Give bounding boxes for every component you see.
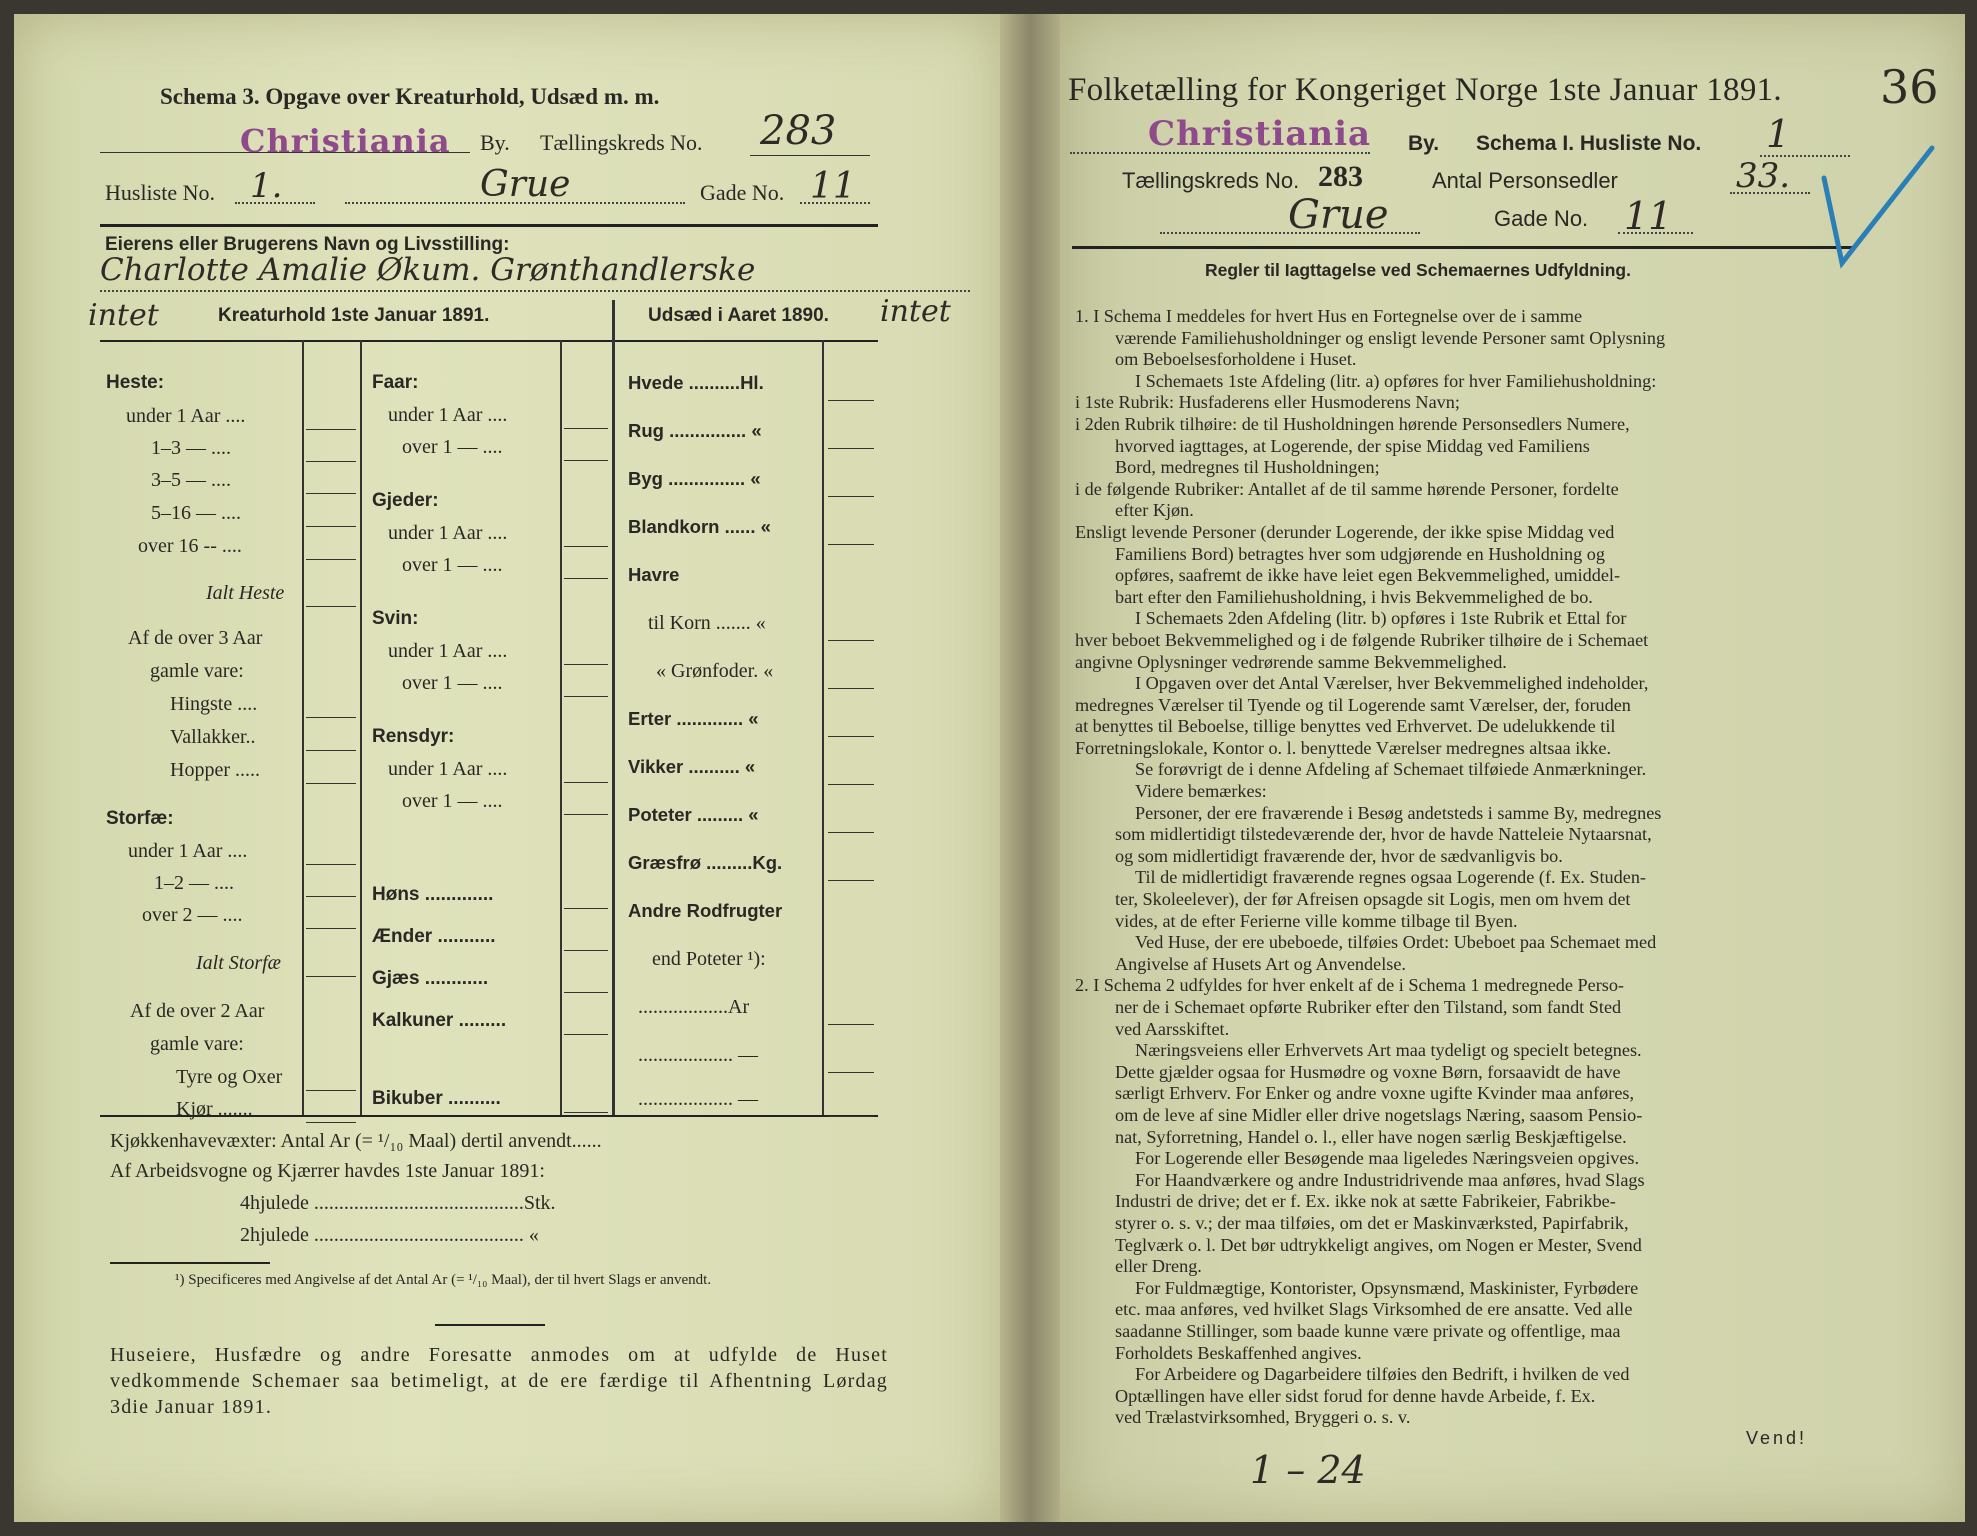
rule-line: Til de midlertidigt fraværende regnes ogsaa Logerende (f. Ex. Studen- (1135, 867, 1646, 888)
rule-line: Se forøvrigt de i denne Afdeling af Schemaet tilføiede Anmærkninger. (1135, 759, 1647, 780)
col1-row: 3–5 — .... (151, 469, 231, 491)
col2-entry-line (564, 908, 608, 909)
gade-line-left (800, 202, 870, 204)
closing-note: Huseiere, Husfædre og andre Foresatte anmodes om at udfylde de Huset vedkommende Schemaer saa betimeligt, at de ere færdige til Afhentning Lørdag 3die Januar 1891. (110, 1344, 888, 1418)
col2-row: Gjeder: (372, 490, 439, 511)
col2-entry-line (564, 1034, 608, 1035)
rule-line: hvorved iagttages, at Logerende, der spise Middag ved Familiens (1115, 435, 1590, 456)
page-mark: 36 (1880, 60, 1939, 114)
col1-entry-line (306, 976, 356, 977)
rule-line: Dette gjælder ogsaa for Husmødre og voxne Børn, forsaavidt de have (1115, 1061, 1621, 1082)
rule-line: Industri de drive; det er f. Ex. ikke nok at sætte Fabrikeier, Fabrikbe- (1115, 1191, 1616, 1212)
rule-line: bart efter den Familiehusholdning, i hvis Bekvemmelighed de bo. (1115, 586, 1593, 607)
udsaed-entry-line (828, 1072, 874, 1073)
udsaed-row: end Poteter ¹): (652, 948, 766, 970)
rule-line: I Schemaets 2den Afdeling (litr. b) opføres i 1ste Rubrik et Ettal for (1135, 608, 1627, 629)
col1-row: over 16 -- .... (138, 535, 242, 557)
col1-entry-line (306, 896, 356, 897)
tk-line-left (750, 155, 870, 156)
col1-entry-line (306, 928, 356, 929)
rule-line: etc. maa anføres, ved hvilket Slags Virksomhed de ere ansatte. Ved alle (1115, 1299, 1633, 1320)
book-spine (1000, 14, 1060, 1522)
husliste-value-left: 1. (250, 166, 283, 206)
udsaed-entry-line (828, 832, 874, 833)
firehjulede-line: 4hjulede ..........................................Stk. (240, 1192, 556, 1214)
antal-label: Antal Personsedler (1432, 168, 1618, 193)
col1-rule-a (302, 340, 304, 1115)
udsaed-entry-line (828, 496, 874, 497)
intet-right: intet (880, 294, 951, 329)
rules-title: Regler til Iagttagelse ved Schemaernes Udfyldning. (1205, 260, 1631, 280)
rule-line: Videre bemærkes: (1135, 781, 1267, 802)
rule-line: nat, Syforretning, Handel o. l., eller have nogen særlig Beskjæftigelse. (1115, 1126, 1627, 1147)
rule-line: For Arbeidere og Dagarbeidere tilføies den Bedrift, i hvilken de ved (1135, 1364, 1630, 1385)
owner-value: Charlotte Amalie Økum. Grønthandlerske (100, 252, 756, 288)
rule-line: om de leve af sine Midler eller drive nogetslags Næring, saasom Pensio- (1115, 1104, 1643, 1125)
rule-line: Ensligt levende Personer (derunder Logerende, der ikke spise Middag ved (1075, 521, 1615, 542)
rule-line: om Beboelsesforholdene i Huset. (1115, 349, 1357, 370)
col1-entry-line (306, 717, 356, 718)
col1-row: Kjør ....... (176, 1098, 253, 1120)
udsaed-row: Havre (628, 564, 680, 585)
udsaed-row: Blandkorn ...... « (628, 516, 771, 537)
col1-entry-line (306, 864, 356, 865)
street-line-left (345, 202, 685, 204)
col1-row: under 1 Aar .... (128, 840, 248, 862)
col2-row: Bikuber .......... (372, 1088, 501, 1109)
udsaed-row: Vikker .......... « (628, 756, 756, 777)
gade-value-left: 11 (810, 166, 856, 207)
udsaed-row: Hvede ..........Hl. (628, 372, 764, 393)
col2-row: Høns ............. (372, 884, 494, 905)
handwritten-range: 1 – 24 (1250, 1448, 1366, 1492)
rule-line: og som midlertidigt fraværende der, hvor de sædvanligvis bo. (1115, 845, 1563, 866)
col1-row: Ialt Storfæ (196, 952, 282, 974)
udsaed-row: ................... — (638, 1088, 758, 1110)
footnote: ¹) Specificeres med Angivelse af det Antal Ar (= ¹/₁₀ Maal), der til hvert Slags er anvendt. (175, 1272, 712, 1288)
rule-line: særligt Erhverv. For Enker og andre voxne ugifte Kvinder maa anføres, (1115, 1083, 1635, 1104)
col1-entry-line (306, 750, 356, 751)
rule-line: medregnes Værelser til Tyende og til Logerende samt Værelser, der, foruden (1075, 694, 1631, 715)
rule-line: Teglværk o. l. Det bør udtrykkeligt angives, om Nogen er Mester, Svend (1115, 1234, 1642, 1255)
husliste-value-right: 1 (1766, 112, 1791, 156)
rule-line: 1. I Schema I meddeles for hvert Hus en Fortegnelse over de i samme (1075, 306, 1583, 326)
col1-row: 1–3 — .... (151, 437, 231, 459)
col1-entry-line (306, 493, 356, 494)
city-line-right (1070, 152, 1370, 154)
col2-entry-line (564, 696, 608, 697)
checkmark-icon (1812, 138, 1952, 278)
rules-text (1075, 306, 1855, 1429)
col1-entry-line (306, 1090, 356, 1091)
header-rule-right (1072, 246, 1854, 249)
col2-row: Rensdyr: (372, 726, 455, 747)
rule-line: ved Trælastvirksomhed, Bryggeri o. s. v. (1115, 1407, 1411, 1428)
rule-line: For Logerende eller Besøgende maa ligeledes Næringsveien opgives. (1135, 1148, 1640, 1169)
rule-line: Næringsveiens eller Erhvervets Art maa tydeligt og specielt betegnes. (1135, 1040, 1642, 1061)
rule-line: værende Familiehusholdninger og ensligt levende Personer samt Oplysning (1115, 327, 1666, 348)
col2-entry-line (564, 814, 608, 815)
col1-row: Heste: (106, 372, 165, 393)
col1-row: gamle vare: (150, 1033, 244, 1055)
kjokkenhave-line: Kjøkkenhavevæxter: Antal Ar (= ¹/₁₀ Maal) dertil anvendt...... (110, 1130, 602, 1152)
rule-line: ter, Skoleelever), der før Afreisen opsagde sit Logis, men om hvem det (1115, 889, 1631, 910)
rule-line: Angivelse af Husets Art og Anvendelse. (1115, 953, 1406, 974)
rule-line: Forholdets Beskaffenhed angives. (1115, 1342, 1362, 1363)
col2-row: under 1 Aar .... (388, 758, 508, 780)
rule-line: ved Aarsskiftet. (1115, 1018, 1230, 1039)
rule-line: For Fuldmægtige, Kontorister, Opsynsmænd, Maskinister, Fyrbødere (1135, 1277, 1639, 1298)
udsaed-entry-line (828, 640, 874, 641)
col1-row: gamle vare: (150, 660, 244, 682)
col2-entry-line (564, 546, 608, 547)
col1-entry-line (306, 1122, 356, 1123)
col2-entry-line (564, 1112, 608, 1113)
col1-row: Hingste .... (170, 693, 258, 715)
city-stamp-left: Christiania (240, 122, 451, 160)
arbeidsvogne-line: Af Arbeidsvogne og Kjærrer havdes 1ste Januar 1891: (110, 1160, 545, 1182)
rule-line: For Haandværkere og andre Industridrivende maa anføres, hvad Slags (1135, 1169, 1645, 1190)
schema3-title: Schema 3. Opgave over Kreaturhold, Udsæd m. m. (160, 84, 660, 109)
udsaed-row: ................... — (638, 1044, 758, 1066)
by-label-right: By. (1408, 132, 1440, 155)
udsaed-entry-line (828, 688, 874, 689)
rule-line: Familiens Bord) betragtes hver som udgjørende en Husholdning og (1115, 543, 1605, 564)
udsaed-row: Rug ............... « (628, 420, 762, 441)
rule-line: eller Dreng. (1115, 1256, 1202, 1277)
udsaed-row: til Korn ....... « (648, 612, 766, 634)
street-value-left: Grue (480, 164, 571, 205)
col2-row: over 1 — .... (402, 672, 503, 694)
udsaed-row: Andre Rodfrugter (628, 900, 783, 921)
col2-entry-line (564, 578, 608, 579)
col2-entry-line (564, 460, 608, 461)
udsaed-header: Udsæd i Aaret 1890. (648, 305, 829, 326)
col2-entry-line (564, 992, 608, 993)
col1-row: Vallakker.. (170, 726, 256, 748)
by-label-left: By. (480, 130, 510, 155)
rule-line: Forretningslokale, Kontor o. l. benyttede Værelser medregnes altsaa ikke. (1075, 737, 1612, 758)
tk-label-left: Tællingskreds No. (540, 130, 703, 155)
udsaed-entry-line (828, 880, 874, 881)
footnote-rule (110, 1262, 270, 1264)
kreaturhold-header: Kreaturhold 1ste Januar 1891. (218, 305, 490, 326)
col1-row: Af de over 2 Aar (130, 1000, 265, 1022)
udsaed-entry-line (828, 736, 874, 737)
col2-row: over 1 — .... (402, 436, 503, 458)
husliste-line-left (235, 202, 315, 204)
rule-line: i 2den Rubrik tilhøire: de til Husholdningen hørende Personsedlers Numere, (1075, 413, 1630, 434)
col2-row: Kalkuner ......... (372, 1010, 507, 1031)
col2-row: under 1 Aar .... (388, 640, 508, 662)
rule-line: at benyttes til Beboelse, tillige benyttes ved Erhvervet. De udelukkende til (1075, 716, 1616, 737)
udsaed-entry-line (828, 400, 874, 401)
col2-row: Gjæs ............ (372, 968, 489, 989)
col1-row: under 1 Aar .... (126, 405, 246, 427)
gade-value-right: 11 (1624, 194, 1673, 238)
udsaed-row: « Grønfoder. « (656, 660, 774, 682)
col3-rule (822, 340, 824, 1115)
street-value-right: Grue (1288, 192, 1389, 238)
rule-line: efter Kjøn. (1115, 500, 1194, 521)
owner-line (100, 290, 970, 292)
col2-entry-line (564, 664, 608, 665)
rule-line: Ved Huse, der ere ubeboede, tilføies Ordet: Ubeboet paa Schemaet med (1135, 932, 1657, 953)
rule-line: angivne Oplysninger vedrørende samme Bekvemmelighed. (1075, 651, 1507, 672)
intet-left: intet (88, 298, 159, 333)
col1-entry-line (306, 526, 356, 527)
tk-value-left: 283 (760, 108, 837, 154)
antal-value: 33. (1736, 156, 1791, 196)
tk-label-right: Tællingskreds No. (1122, 168, 1300, 193)
rule-line: i de følgende Rubriker: Antallet af de til samme hørende Personer, fordelte (1075, 478, 1619, 499)
col1-entry-line (306, 559, 356, 560)
vend-label: Vend! (1746, 1428, 1808, 1448)
tk-value-right: 283 (1318, 160, 1363, 193)
rule-line: I Opgaven over det Antal Værelser, hver Bekvemmelighed indeholder, (1135, 673, 1649, 694)
col1-row: over 2 — .... (142, 904, 243, 926)
col2-row: Ænder ........... (372, 926, 496, 947)
udsaed-row: Græsfrø .........Kg. (628, 852, 783, 873)
col1-row: Ialt Heste (206, 582, 285, 604)
rule-line: hver beboet Bekvemmelighed og i de følgende Rubriker tilhøire de i Schemaet (1075, 629, 1649, 650)
udsaed-entry-line (828, 1024, 874, 1025)
rule-line: styrer o. s. v.; der maa tilføies, om det er Maskinværksted, Papirfabrik, (1115, 1212, 1629, 1233)
rule-line: Bord, medregnes til Husholdningen; (1115, 457, 1380, 478)
schema1-label: Schema I. Husliste No. (1476, 132, 1702, 155)
col1-row: 1–2 — .... (154, 872, 234, 894)
col2-row: over 1 — .... (402, 554, 503, 576)
rule-line: 2. I Schema 2 udfyldes for hver enkelt af de i Schema 1 medregnede Perso- (1075, 975, 1624, 996)
rule-line: opføres, saafremt de ikke have leiet egen Bekvemmelighed, umiddel- (1115, 565, 1621, 586)
udsaed-entry-line (828, 448, 874, 449)
col1-entry-line (306, 783, 356, 784)
city-stamp-right: Christiania (1148, 114, 1372, 154)
udsaed-entry-line (828, 1116, 874, 1117)
rule-line: Personer, der ere fraværende i Besøg andetsteds i samme By, medregnes (1135, 802, 1662, 823)
udsaed-row: Poteter ......... « (628, 804, 759, 825)
col2-row: Svin: (372, 608, 419, 629)
husliste-label-left: Husliste No. (105, 180, 215, 205)
rule-line: I Schemaets 1ste Afdeling (litr. a) opføres for hver Familiehusholdning: (1135, 370, 1657, 391)
table-top-rule (100, 340, 878, 342)
street-line-right (1160, 232, 1420, 234)
closing-rule (435, 1324, 545, 1326)
rule-line: vides, at de efter Ferierne ville komme tilbage til Byen. (1115, 910, 1518, 931)
col1-row: Tyre og Oxer (176, 1066, 283, 1088)
col1-row: Storfæ: (106, 808, 174, 829)
gade-line-right (1618, 232, 1693, 234)
udsaed-row: Erter ............. « (628, 708, 759, 729)
col1-rule-b (360, 340, 362, 1115)
col1-entry-line (306, 606, 356, 607)
gade-label-left: Gade No. (700, 180, 785, 205)
col2-row: under 1 Aar .... (388, 404, 508, 426)
tohjulede-line: 2hjulede .......................................... « (240, 1224, 539, 1246)
rule-line: saadanne Stillinger, som baade kunne være private og offentlige, maa (1115, 1320, 1621, 1341)
rule-line: Optællingen have eller sidst forud for denne havde Arbeide, f. Ex. (1115, 1385, 1596, 1406)
rule-line: som midlertidigt tilstedeværende der, hvor de havde Natteleie Nytaarsnat, (1115, 824, 1652, 845)
col2-row: Faar: (372, 372, 419, 393)
owner-label: Eierens eller Brugerens Navn og Livsstilling: (105, 234, 510, 255)
col2-entry-line (564, 782, 608, 783)
antal-line (1730, 192, 1810, 194)
city-line-left (100, 152, 470, 153)
col2-rule-a (560, 340, 562, 1115)
gade-label-right: Gade No. (1494, 206, 1589, 231)
center-divider (612, 300, 615, 1115)
col1-row: Af de over 3 Aar (128, 627, 263, 649)
col2-row: under 1 Aar .... (388, 522, 508, 544)
col2-entry-line (564, 428, 608, 429)
udsaed-entry-line (828, 544, 874, 545)
rule-line: i 1ste Rubrik: Husfaderens eller Husmoderens Navn; (1075, 392, 1460, 413)
rule-line: ner de i Schemaet opførte Rubriker efter den Tilstand, som fandt Sted (1115, 997, 1622, 1017)
header-rule-left (100, 224, 878, 227)
col1-entry-line (306, 429, 356, 430)
col1-entry-line (306, 461, 356, 462)
udsaed-row: ..................Ar (638, 996, 750, 1018)
census-title: Folketælling for Kongeriget Norge 1ste Januar 1891. (1068, 72, 1782, 108)
col2-entry-line (564, 950, 608, 951)
udsaed-entry-line (828, 784, 874, 785)
udsaed-row: Byg ............... « (628, 468, 761, 489)
col1-row: 5–16 — .... (151, 502, 241, 524)
col2-row: over 1 — .... (402, 790, 503, 812)
col1-row: Hopper ..... (170, 759, 260, 781)
